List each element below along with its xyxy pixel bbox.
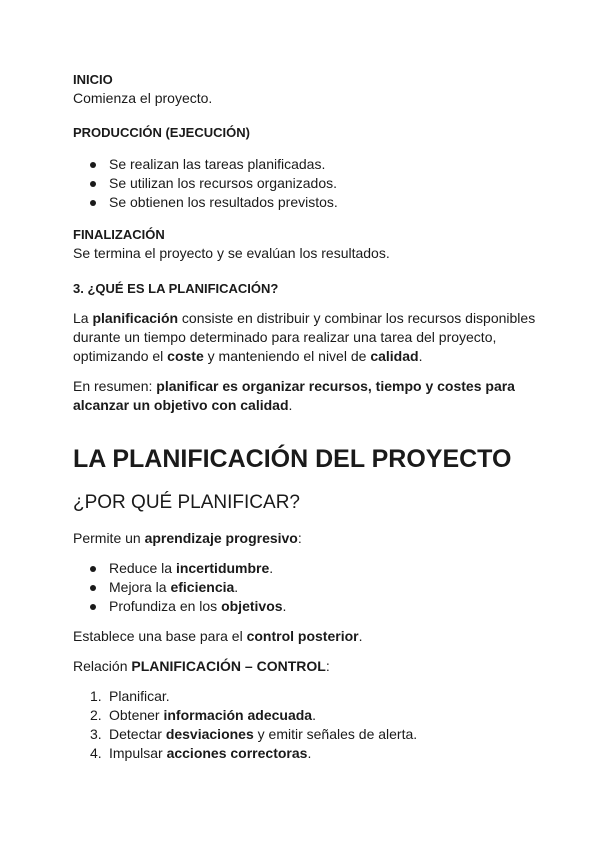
text-run: y emitir señales de alerta. <box>253 726 418 742</box>
text-run: Planificar. <box>109 688 170 704</box>
planificacion-control-relation <box>73 657 543 676</box>
bold-term: calidad <box>370 348 419 364</box>
heading-inicio: INICIO <box>73 72 113 87</box>
bold-term: información adecuada <box>163 707 313 723</box>
text-run: . <box>307 745 312 761</box>
bullet-icon <box>90 200 96 206</box>
produccion-list <box>73 155 543 212</box>
bold-term: acciones correctoras <box>166 745 308 761</box>
text-run: : <box>297 530 302 546</box>
list-item <box>73 174 543 193</box>
list-item <box>73 578 543 597</box>
text-run: . <box>288 397 293 413</box>
list-item <box>73 155 543 174</box>
text-run: . <box>418 348 423 364</box>
bold-term: PLANIFICACIÓN – CONTROL <box>131 658 326 674</box>
list-item-text: Se realizan las tareas planificadas. <box>109 156 326 172</box>
list-item <box>73 193 543 212</box>
finalizacion-text: Se termina el proyecto y se evalúan los resultados. <box>73 245 390 261</box>
list-number: 4. <box>90 745 102 761</box>
text-run: Impulsar <box>109 745 167 761</box>
subtitle-why-plan: ¿POR QUÉ PLANIFICAR? <box>73 492 300 513</box>
heading-produccion: PRODUCCIÓN (EJECUCIÓN) <box>73 125 250 140</box>
list-item <box>73 687 543 706</box>
bold-term: desviaciones <box>165 726 254 742</box>
planificacion-summary <box>73 377 543 415</box>
text-run: Establece una base para el <box>73 628 247 644</box>
text-run: Profundiza en los <box>109 598 222 614</box>
list-item <box>73 725 543 744</box>
text-run: . <box>312 707 316 723</box>
text-run: . <box>234 579 239 595</box>
steps-list <box>73 687 543 763</box>
text-run: En resumen: <box>73 378 157 394</box>
list-item <box>73 706 543 725</box>
text-run: Mejora la <box>109 579 171 595</box>
bold-term: objetivos <box>221 598 283 614</box>
text-run: Reduce la <box>109 560 176 576</box>
list-number: 3. <box>90 726 102 742</box>
bullet-icon <box>90 566 96 572</box>
why-list <box>73 559 543 616</box>
bold-term: control posterior <box>246 628 359 644</box>
heading-section-3: 3. ¿QUÉ ES LA PLANIFICACIÓN? <box>73 281 279 296</box>
text-run: . <box>269 560 274 576</box>
text-run: . <box>282 598 287 614</box>
main-title: LA PLANIFICACIÓN DEL PROYECTO <box>73 445 512 473</box>
text-run: La <box>73 310 93 326</box>
inicio-text: Comienza el proyecto. <box>73 90 213 106</box>
bullet-icon <box>90 181 96 187</box>
text-run: Relación <box>73 658 132 674</box>
planificacion-definition <box>73 309 543 366</box>
bullet-icon <box>90 162 96 168</box>
control-base <box>73 627 543 646</box>
why-intro <box>73 529 543 548</box>
heading-finalizacion: FINALIZACIÓN <box>73 227 165 242</box>
text-run: consiste en distribuir y combinar los recursos disponibles durante un tiempo determinado para realizar una tarea del proyecto, optimizando el <box>73 310 536 364</box>
list-number: 1. <box>90 688 102 704</box>
bold-term: planificar es organizar recursos, tiempo y costes para alcanzar un objetivo con calidad <box>73 378 515 413</box>
bold-term: eficiencia <box>170 579 235 595</box>
text-run: Permite un <box>73 530 145 546</box>
bold-term: aprendizaje progresivo <box>144 530 298 546</box>
document-page <box>73 70 543 763</box>
text-run: Obtener <box>109 707 164 723</box>
list-item <box>73 744 543 763</box>
list-item-text: Se obtienen los resultados previstos. <box>109 194 338 210</box>
bold-term: planificación <box>92 310 179 326</box>
bullet-icon <box>90 585 96 591</box>
text-run: y manteniendo el nivel de <box>203 348 371 364</box>
text-run: . <box>358 628 363 644</box>
list-item-text: Se utilizan los recursos organizados. <box>109 175 338 191</box>
text-run: : <box>325 658 330 674</box>
bullet-icon <box>90 604 96 610</box>
bold-term: coste <box>167 348 204 364</box>
text-run: Detectar <box>109 726 166 742</box>
list-item <box>73 559 543 578</box>
list-number: 2. <box>90 707 102 723</box>
bold-term: incertidumbre <box>175 560 270 576</box>
list-item <box>73 597 543 616</box>
